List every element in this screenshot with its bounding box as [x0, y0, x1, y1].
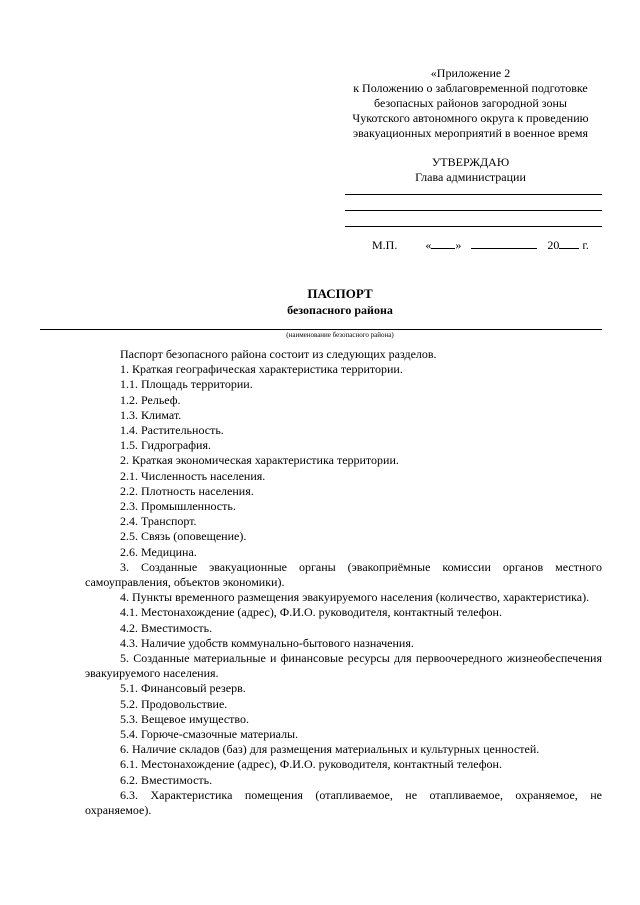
- section-item: 5.2. Продовольствие.: [120, 696, 228, 711]
- date-open-quote: «: [425, 238, 432, 252]
- section-item: 1.3. Климат.: [120, 407, 182, 422]
- section-item: 5. Созданные материальные и финансовые ресурсы для первоочередного жизнеобеспечения эвакуируемого населения.: [85, 651, 602, 681]
- section-item: 1. Краткая географическая характеристика территории.: [120, 362, 403, 377]
- month-blank: [471, 237, 537, 249]
- year-blank: [559, 237, 579, 249]
- day-blank: [431, 237, 455, 249]
- year-prefix: 20: [547, 238, 560, 252]
- section-item: 5.3. Вещевое имущество.: [120, 711, 249, 726]
- section-item: 1.2. Рельеф.: [120, 392, 181, 407]
- section-item: 6.1. Местонахождение (адрес), Ф.И.О. руководителя, контактный телефон.: [120, 757, 502, 772]
- document-title: ПАСПОРТ: [307, 286, 373, 301]
- section-item: 2.2. Плотность населения.: [120, 483, 254, 498]
- appendix-line: безопасных районов загородной зоны: [374, 96, 567, 110]
- approver-position: Глава администрации: [415, 170, 526, 184]
- section-item: 3. Созданные эвакуационные органы (эвакоприёмные комиссии органов местного самоуправления, объектов экономики).: [85, 559, 602, 590]
- appendix-line: Чукотского автономного округа к проведению: [352, 111, 589, 125]
- appendix-line: эвакуационных мероприятий в военное время: [352, 126, 589, 140]
- document-title-block: [40, 286, 640, 318]
- signature-line: [345, 194, 602, 195]
- section-item: 6.2. Вместимость.: [120, 772, 213, 787]
- appendix-line: к Положению о заблаговременной подготовке: [353, 81, 588, 95]
- approve-heading: УТВЕРЖДАЮ: [431, 155, 510, 169]
- district-name-line: [40, 329, 602, 330]
- signature-line: [345, 226, 602, 227]
- section-item: 2.5. Связь (оповещение).: [120, 529, 247, 544]
- section-item: 6.3. Характеристика помещения (отапливаемое, не отапливаемое, охраняемое, не охраняемое).: [85, 787, 602, 818]
- section-item: Паспорт безопасного района состоит из следующих разделов.: [120, 347, 437, 361]
- sections-list: [85, 347, 602, 818]
- signature-line: [345, 210, 602, 211]
- section-item: 1.1. Площадь территории.: [120, 377, 253, 392]
- date-close-quote: »: [455, 238, 462, 252]
- section-item: 2.3. Промышленность.: [120, 499, 236, 514]
- section-item: 4. Пункты временного размещения эвакуируемого населения (количество, характеристика).: [120, 590, 590, 605]
- stamp-label: М.П.: [372, 238, 398, 252]
- section-item: 1.5. Гидрография.: [120, 438, 211, 453]
- section-item: 4.1. Местонахождение (адрес), Ф.И.О. руководителя, контактный телефон.: [120, 605, 502, 620]
- district-name-caption: (наименование безопасного района): [286, 331, 394, 339]
- section-item: 2.1. Численность населения.: [120, 468, 266, 483]
- year-suffix: г.: [582, 238, 589, 252]
- section-item: 2.4. Транспорт.: [120, 514, 197, 529]
- section-item: 2.6. Медицина.: [120, 544, 197, 559]
- section-item: 4.3. Наличие удобств коммунально-бытового назначения.: [120, 635, 414, 650]
- document-subtitle: безопасного района: [287, 303, 393, 317]
- section-item: 6. Наличие складов (баз) для размещения материальных и культурных ценностей.: [120, 742, 540, 757]
- appendix-line: «Приложение 2: [430, 66, 511, 80]
- stamp-date-row: [372, 237, 612, 253]
- appendix-header: [338, 66, 603, 141]
- approval-block: [338, 155, 603, 185]
- section-item: 1.4. Растительность.: [120, 423, 224, 438]
- section-item: 5.1. Финансовый резерв.: [120, 681, 246, 696]
- section-item: 4.2. Вместимость.: [120, 620, 213, 635]
- section-item: 5.4. Горюче-смазочные материалы.: [120, 727, 299, 742]
- section-item: 2. Краткая экономическая характеристика территории.: [120, 453, 399, 468]
